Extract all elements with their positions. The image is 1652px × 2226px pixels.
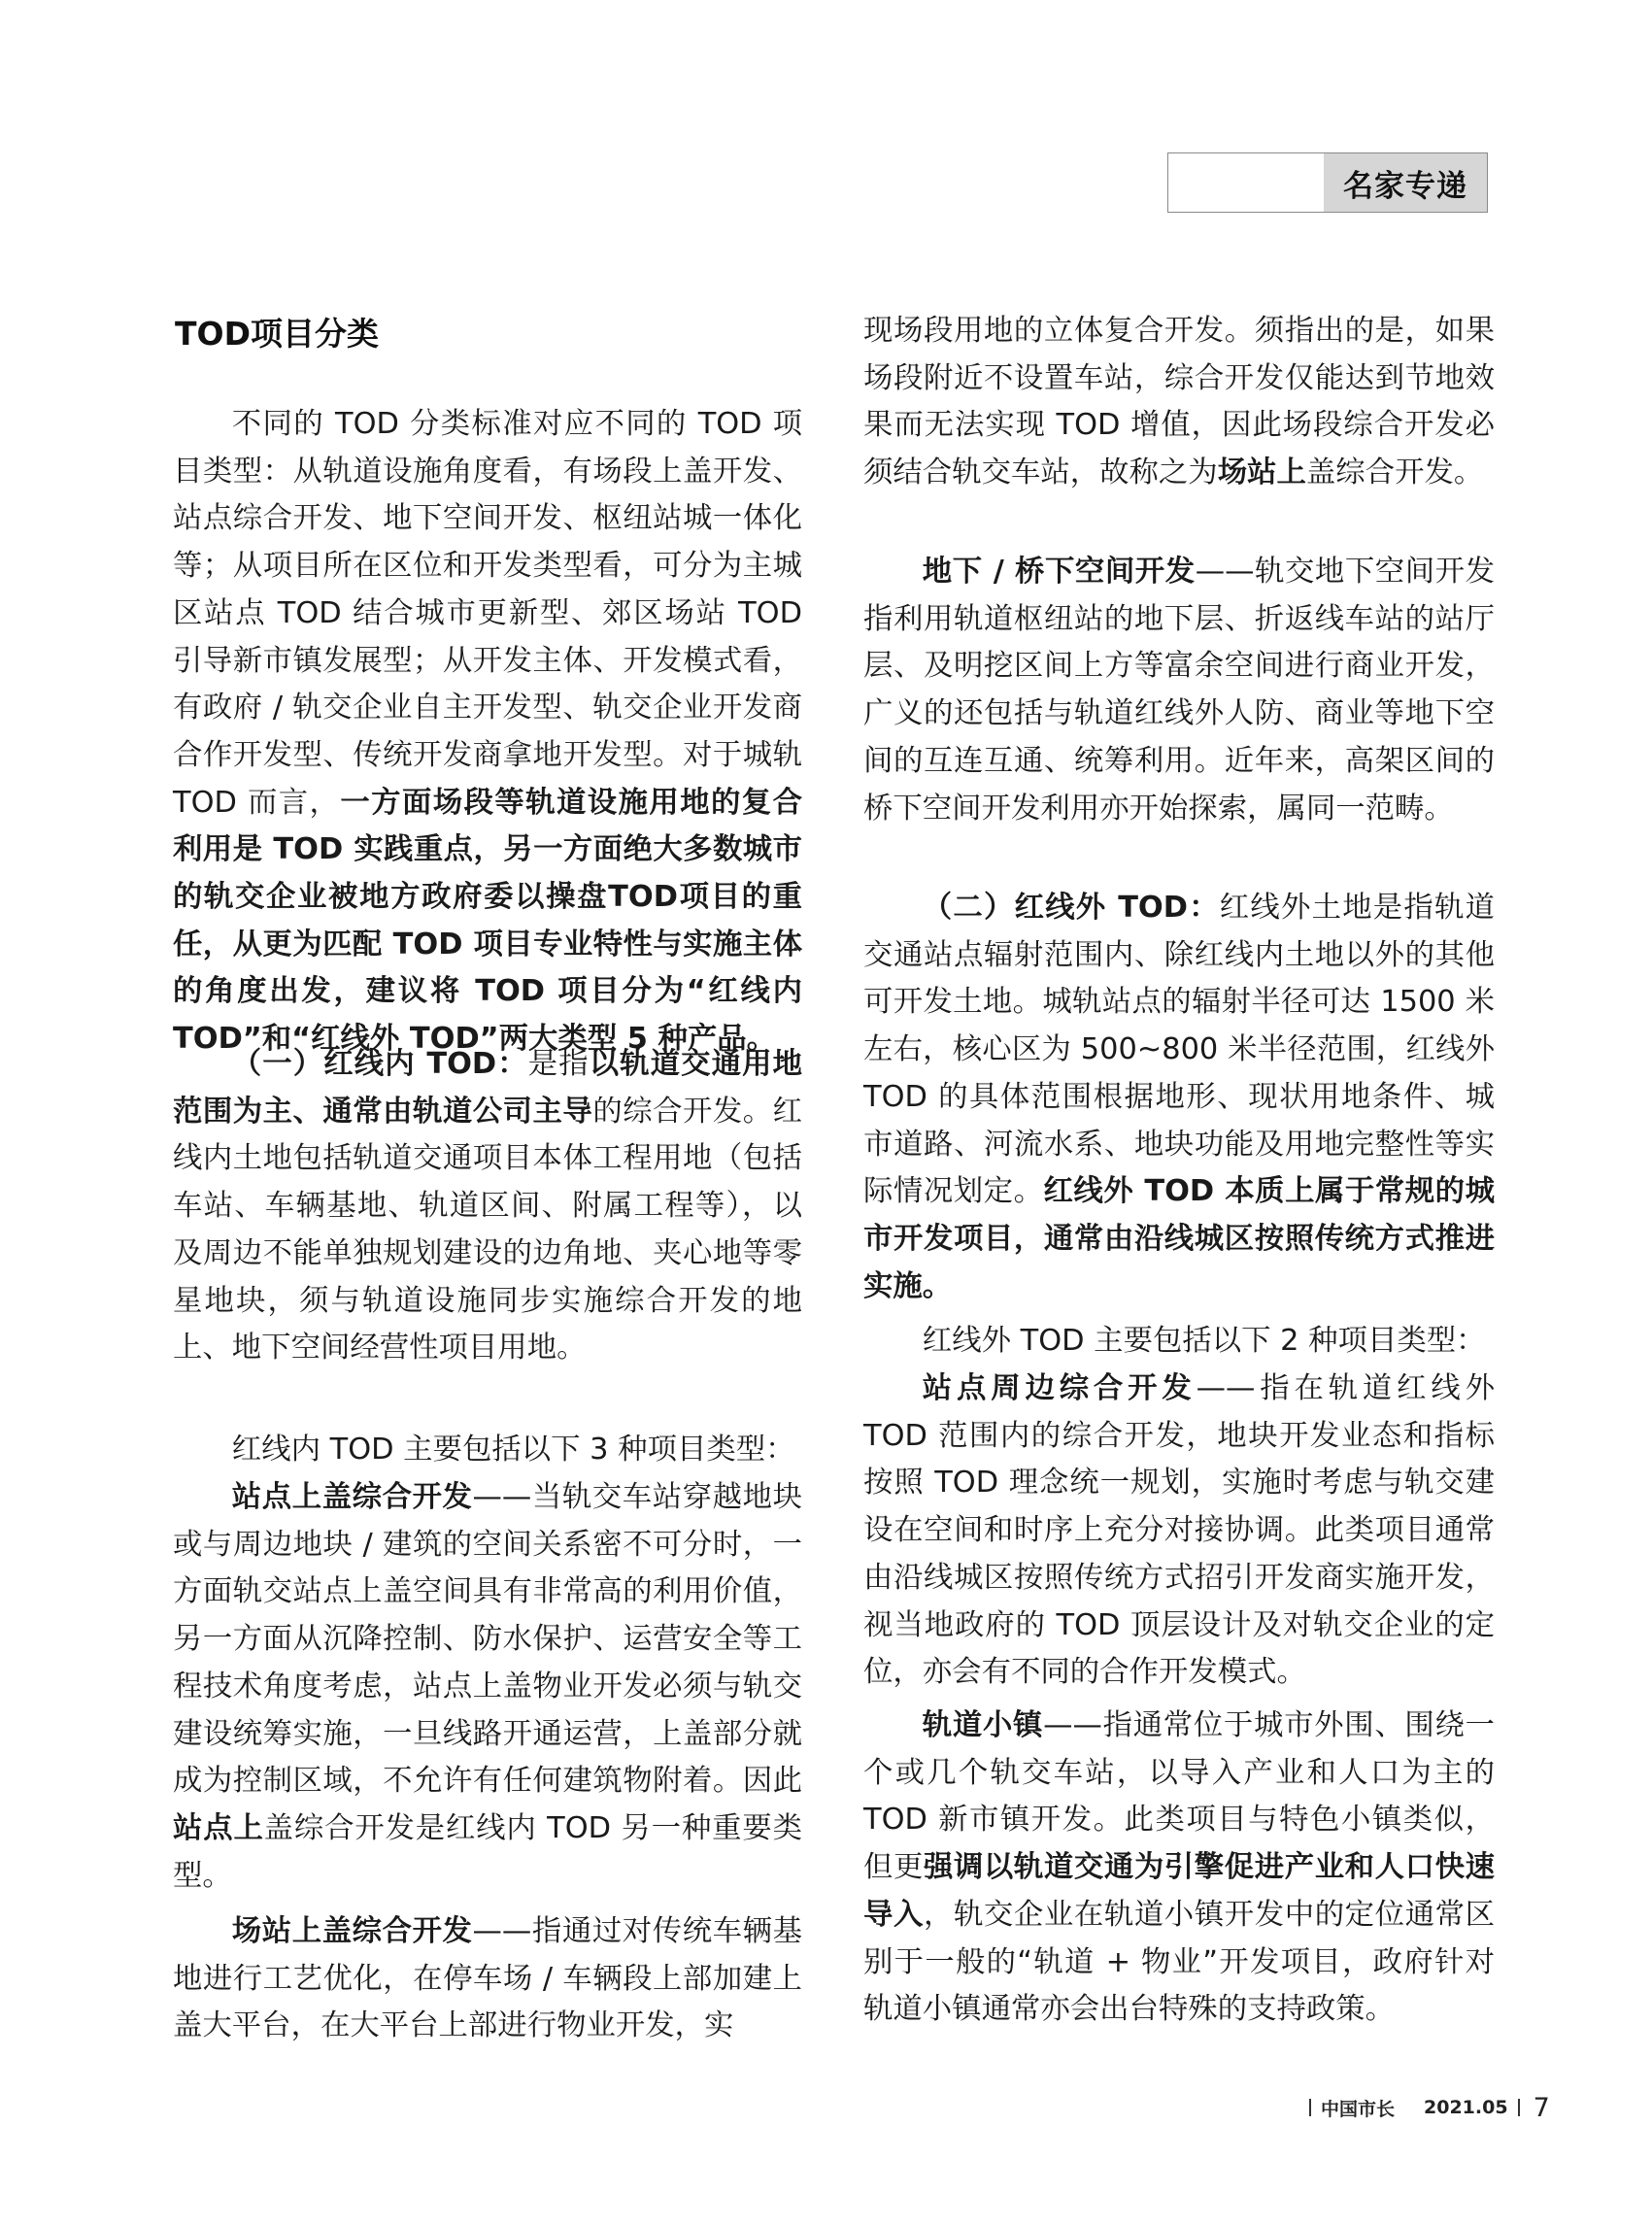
section-tag-blank (1168, 153, 1324, 212)
text: 红线内 TOD 主要包括以下 3 种项目类型： (231, 1433, 795, 1467)
paragraph (173, 1474, 802, 1900)
text: 红线外 TOD 主要包括以下 2 种项目类型： (922, 1324, 1486, 1358)
section-tag (1167, 152, 1488, 213)
paragraph (173, 401, 802, 1063)
paragraph (863, 549, 1495, 832)
bold-text: 站点上盖综合开发 (231, 1480, 473, 1514)
footer-divider (1309, 2099, 1311, 2116)
bold-text: 站点上 (173, 1810, 264, 1845)
page-footer (1299, 2090, 1550, 2125)
footer-issue: 2021.05 (1424, 2097, 1508, 2118)
text: ——当轨交车站穿越地块或与周边地块 / 建筑的空间关系密不可分时，一方面轨交站点上盖空间具有非常高的利用价值，另一方面从沉降控制、防水保护、运营安全等工程技术角度考虑，站点上盖物业开发必须与轨交建设统筹实施，一旦线路开通运营，上盖部分就成为控制区域，不允许有任何建筑物附着。因此 (173, 1480, 802, 1799)
bold-text: （一）红线内 TOD： (231, 1047, 528, 1081)
bold-text: 以轨道交通用地范围为主、通常由轨道公司主导 (173, 1047, 802, 1129)
bold-text: 场站上盖综合开发 (231, 1914, 473, 1948)
bold-text: （二）红线外 TOD： (922, 891, 1220, 925)
paragraph (863, 308, 1495, 497)
text: 红线外土地是指轨道交通站点辐射范围内、除红线内土地以外的其他可开发土地。城轨站点的辐射半径可达 1500 米左右，核心区为 500~800 米半径范围，红线外 TOD 的具体范围根据地形、现状用地条件、城市道路、河流水系、地块功能及用地完整性等实际情况划定。 (863, 891, 1495, 1209)
paragraph (863, 1703, 1495, 2034)
footer-divider (1518, 2099, 1520, 2116)
text: ——轨交地下空间开发指利用轨道枢纽站的地下层、折返线车站的站厅层、及明挖区间上方等富余空间进行商业开发，广义的还包括与轨道红线外人防、商业等地下空间的互连互通、统筹利用。近年来，高架区间的桥下空间开发利用亦开始探索，属同一范畴。 (863, 555, 1495, 826)
bold-text: 一方面场段等轨道设施用地的复合利用是 TOD 实践重点，另一方面绝大多数城市的轨交企业被地方政府委以操盘TOD项目的重任，从更为匹配 TOD 项目专业特性与实施主体的角度出发，建议将 TOD 项目分为“红线内 TOD”和“红线外 TOD”两大类型 5 种产品。 (173, 785, 802, 1057)
bold-text: 地下 / 桥下空间开发 (922, 555, 1196, 589)
text: 是指 (527, 1047, 590, 1081)
bold-text: 强调以轨道交通为引擎促进产业和人口快速导入 (863, 1850, 1495, 1932)
text: 不同的 TOD 分类标准对应不同的 TOD 项目类型：从轨道设施角度看，有场段上盖开发、站点综合开发、地下空间开发、枢纽站城一体化等；从项目所在区位和开发类型看，可分为主城区站点 TOD 结合城市更新型、郊区场站 TOD 引导新市镇发展型；从开发主体、开发模式看，有政府 / 轨交企业自主开发型、轨交企业开发商合作开发型、传统开发商拿地开发型。对于城轨 TOD 而言， (173, 407, 802, 820)
text: 现场段用地的立体复合开发。须指出的是，如果场段附近不设置车站，综合开发仅能达到节地效果而无法实现 TOD 增值，因此场段综合开发必须结合轨交车站，故称之为 (863, 314, 1495, 490)
text: 的综合开发。红线内土地包括轨道交通项目本体工程用地（包括车站、车辆基地、轨道区间、附属工程等），以及周边不能单独规划建设的边角地、夹心地等零星地块，须与轨道设施同步实施综合开发的地上、地下空间经营性项目用地。 (173, 1094, 802, 1366)
text: ——指通过对传统车辆基地进行工艺优化，在停车场 / 车辆段上部加建上盖大平台，在大平台上部进行物业开发，实 (173, 1914, 802, 2043)
text: 盖综合开发。 (1305, 455, 1484, 490)
paragraph (863, 885, 1495, 1310)
paragraph (173, 1041, 802, 1372)
article-heading: TOD项目分类 (175, 315, 379, 353)
text: 盖综合开发是红线内 TOD 另一种重要类型。 (173, 1810, 802, 1893)
text: ——指通常位于城市外围、围绕一个或几个轨交车站，以导入产业和人口为主的 TOD 新市镇开发。此类项目与特色小镇类似，但更 (863, 1708, 1495, 1885)
paragraph (173, 1908, 802, 2050)
text: ，轨交企业在轨道小镇开发中的定位通常区别于一般的“轨道 + 物业”开发项目，政府针对轨道小镇通常亦会出台特殊的支持政策。 (863, 1897, 1495, 2027)
page-number: 7 (1533, 2092, 1550, 2123)
paragraph (863, 1318, 1495, 1366)
bold-text: 红线外 TOD 本质上属于常规的城市开发项目，通常由沿线城区按照传统方式推进实施。 (863, 1174, 1495, 1303)
footer-publication: 中国市长 (1321, 2098, 1396, 2120)
bold-text: 场站上 (1217, 455, 1306, 490)
paragraph (173, 1427, 802, 1474)
bold-text: 站点周边综合开发 (922, 1371, 1197, 1405)
bold-text: 轨道小镇 (922, 1708, 1044, 1742)
text: ——指在轨道红线外 TOD 范围内的综合开发，地块开发业态和指标按照 TOD 理念统一规划，实施时考虑与轨交建设在空间和时序上充分对接协调。此类项目通常由沿线城区按照传统方式招引开发商实施开发，视当地政府的 TOD 顶层设计及对轨交企业的定位，亦会有不同的合作开发模式。 (863, 1371, 1495, 1690)
paragraph (863, 1366, 1495, 1697)
section-label: 名家专递 (1324, 153, 1487, 212)
